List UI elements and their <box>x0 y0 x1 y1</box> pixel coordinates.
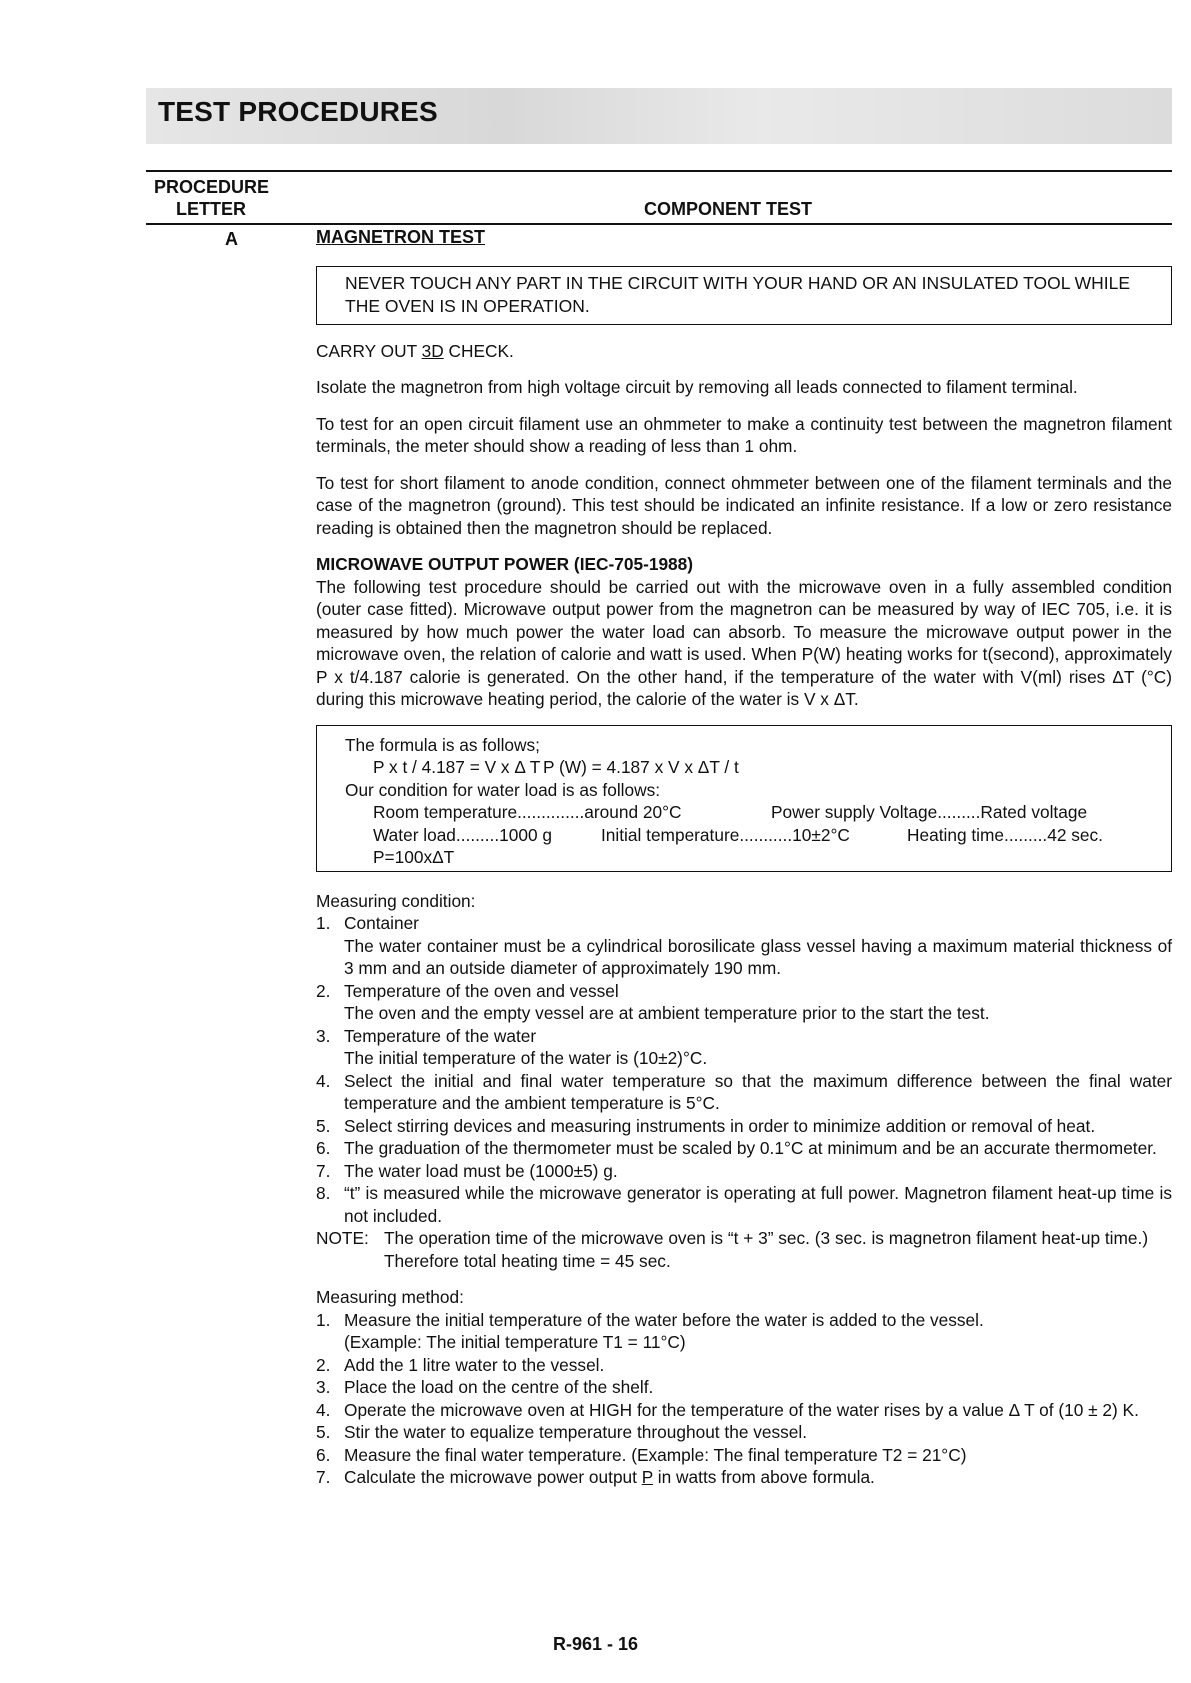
list-item: 8. “t” is measured while the microwave generator is operating at full power. Magnetron filament heat-up time is not included. <box>316 1183 1172 1226</box>
warning-box <box>316 266 1172 325</box>
list-item: 3. Temperature of the water <box>316 1025 537 1046</box>
note <box>316 1227 1172 1272</box>
list-item: 5. Stir the water to equalize temperature throughout the vessel. <box>316 1422 808 1442</box>
top-rule <box>146 170 1172 172</box>
paragraph-short-filament: To test for short filament to anode condition, connect ohmmeter between one of the filament terminals and the case of the magnetron (ground). This test should be indicated an infinite resistance. If a low or zero resistance reading is obtained then the magnetron should be replaced. <box>316 472 1172 538</box>
condition-row-2 <box>345 824 1161 847</box>
list-item: 2. Temperature of the oven and vessel <box>316 980 619 1001</box>
procedure-letter: A <box>225 229 238 249</box>
room-temperature: Room temperature..............around 20°C <box>373 802 682 822</box>
formula-equations <box>345 756 1161 779</box>
formula-box <box>316 725 1172 872</box>
condition-row-1 <box>345 801 1161 824</box>
list-item: (Example: The initial temperature T1 = 11°C) <box>344 1332 686 1352</box>
list-item: 7. Calculate the microwave power output P in watts from above formula. <box>316 1467 875 1487</box>
list-item: 3. Place the load on the centre of the shelf. <box>316 1377 654 1397</box>
list-item: 4. Operate the microwave oven at HIGH for the temperature of the water rises by a value Δ T of (10 ± 2) K. <box>316 1399 1139 1420</box>
section-title: MAGNETRON TEST <box>316 227 485 247</box>
check-reference: 3D <box>421 340 444 361</box>
list-item: 1. Container <box>316 913 419 933</box>
formula-eq1: P x t / 4.187 = V x Δ T <box>373 757 541 777</box>
procedure-content <box>316 226 1172 1489</box>
water-load: Water load.........1000 g <box>373 824 552 845</box>
list-item: The water container must be a cylindrical borosilicate glass vessel having a maximum material thickness of 3 mm and an outside diameter of approximately 190 mm. <box>344 935 1172 978</box>
power-result: P=100xΔT <box>373 847 455 867</box>
formula-intro: The formula is as follows; <box>345 734 540 755</box>
method-list <box>316 1309 1172 1489</box>
header-procedure: PROCEDURE <box>154 177 270 197</box>
page-number: R-961 - 16 <box>552 1634 639 1654</box>
power-supply: Power supply Voltage.........Rated voltage <box>771 802 1088 822</box>
formula-eq2: P (W) = 4.187 x V x ΔT / t <box>543 757 739 777</box>
list-item: 5. Select stirring devices and measuring instruments in order to minimize addition or removal of heat. <box>316 1115 1096 1136</box>
header-component-test: COMPONENT TEST <box>644 199 813 219</box>
conditions-label: Measuring condition: <box>316 890 476 911</box>
list-item: 4. Select the initial and final water temperature so that the maximum difference between the final water temperature and the ambient temperature is 5°C. <box>316 1070 1172 1113</box>
note-text: The operation time of the microwave oven is “t + 3” sec. (3 sec. is magnetron filament heat-up time.) Therefore total heating time = 45 sec. <box>384 1228 1149 1271</box>
heating-time: Heating time.........42 sec. <box>907 824 1103 845</box>
list-item: The oven and the empty vessel are at ambient temperature prior to the start the test. <box>344 1003 990 1023</box>
list-item: 1. Measure the initial temperature of the water before the water is added to the vessel. <box>316 1309 984 1330</box>
list-item: 7. The water load must be (1000±5) g. <box>316 1160 618 1181</box>
page-title: TEST PROCEDURES <box>158 96 438 127</box>
initial-temperature: Initial temperature...........10±2°C <box>601 824 850 845</box>
list-item: 2. Add the 1 litre water to the vessel. <box>316 1354 605 1375</box>
warning-text: NEVER TOUCH ANY PART IN THE CIRCUIT WITH YOUR HAND OR AN INSULATED TOOL WHILE THE OVEN IS IN OPERATION. <box>345 272 1131 316</box>
power-description: The following test procedure should be carried out with the microwave oven in a fully assembled condition (outer case fitted). Microwave output power from the magnetron can be measured by way of IEC 705, i.e. it is measured by how much power the water load can absorb. To measure the microwave output power in the microwave oven, the relation of calorie and watt is used. When P(W) heating works for t(second), approximately P x t/4.187 calorie is generated. On the other hand, if the temperature of the water with V(ml) rises ΔT (°C) during this microwave heating period, the calorie of the water is V x ΔT. <box>316 576 1172 709</box>
check-instruction: CARRY OUT 3D CHECK. <box>316 340 514 361</box>
water-load-intro: Our condition for water load is as follows: <box>345 779 661 800</box>
power-section-title: MICROWAVE OUTPUT POWER (IEC-705-1988) <box>316 554 694 574</box>
header-letter: LETTER <box>176 199 246 219</box>
paragraph-isolate: Isolate the magnetron from high voltage circuit by removing all leads connected to filament terminal. <box>316 377 1078 397</box>
header-rule <box>146 223 1172 225</box>
conditions-list <box>316 912 1172 1227</box>
note-label: NOTE: <box>316 1228 369 1248</box>
list-item: 6. Measure the final water temperature. (Example: The final temperature T2 = 21°C) <box>316 1444 967 1465</box>
power-symbol: P <box>641 1467 653 1487</box>
paragraph-open-circuit: To test for an open circuit filament use an ohmmeter to make a continuity test between the magnetron filament terminals, the meter should show a reading of less than 1 ohm. <box>316 413 1172 456</box>
list-item: The initial temperature of the water is (10±2)°C. <box>344 1048 708 1068</box>
method-label: Measuring method: <box>316 1287 464 1307</box>
list-item: 6. The graduation of the thermometer must be scaled by 0.1°C at minimum and be an accurate thermometer. <box>316 1138 1157 1158</box>
